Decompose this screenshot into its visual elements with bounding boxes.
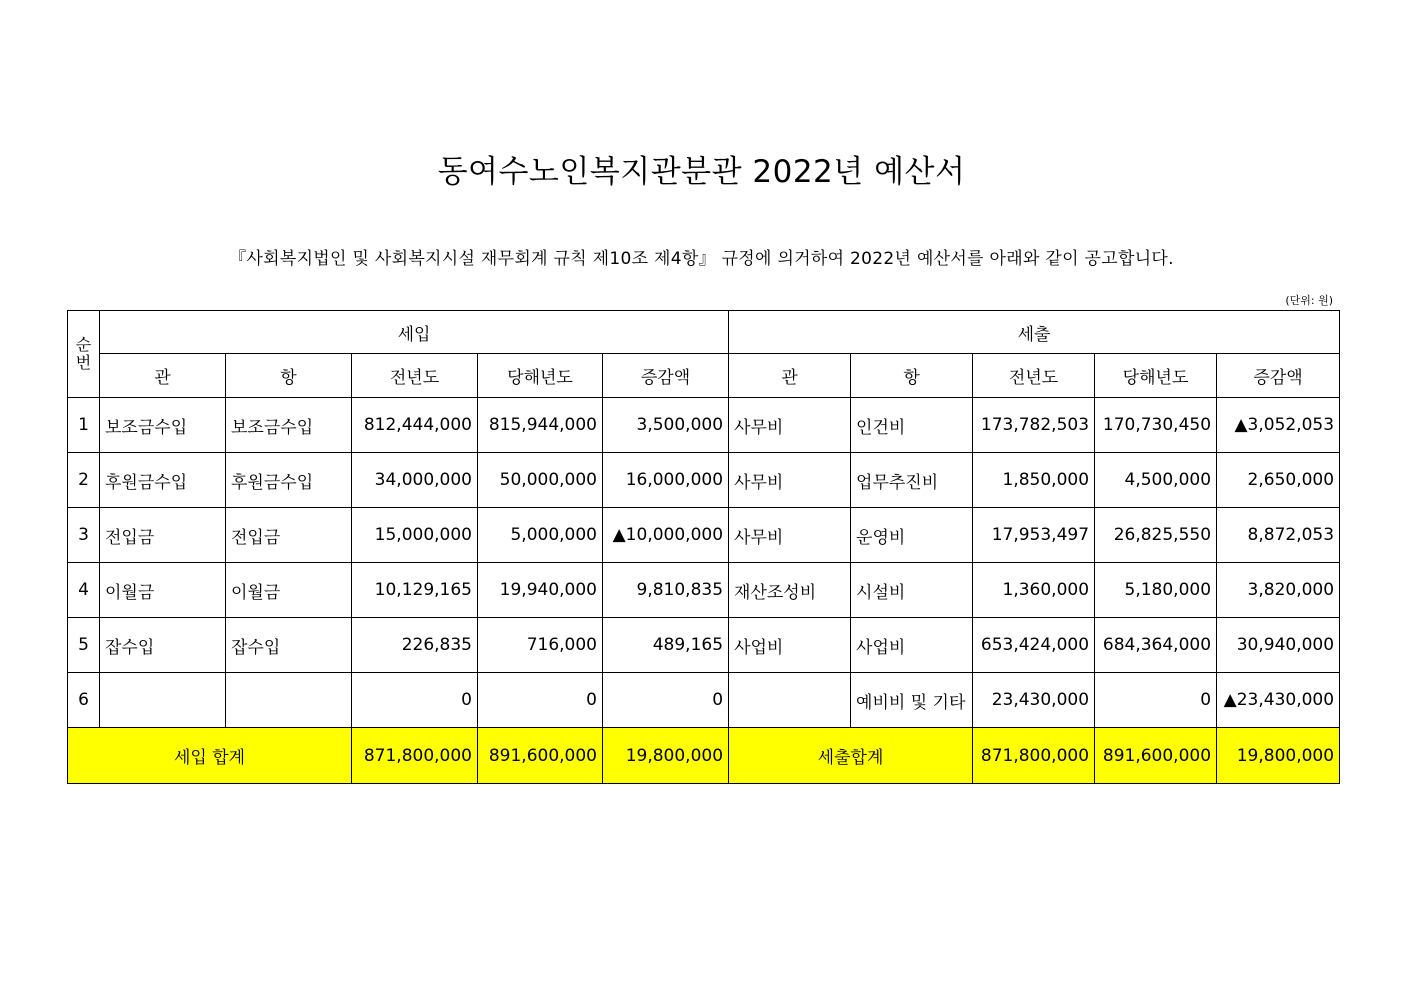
expense-prev: 653,424,000 [973,618,1095,673]
expense-curr: 4,500,000 [1095,453,1217,508]
income-prev-header: 전년도 [352,354,478,398]
income-prev: 10,129,165 [352,563,478,618]
expense-hang: 인건비 [851,398,973,453]
income-curr: 716,000 [478,618,603,673]
income-header: 세입 [100,311,729,354]
income-total-curr: 891,600,000 [478,728,603,784]
income-hang: 후원금수입 [226,453,352,508]
expense-gwan-header: 관 [729,354,851,398]
income-hang [226,673,352,728]
income-gwan: 이월금 [100,563,226,618]
income-hang-header: 항 [226,354,352,398]
income-prev: 34,000,000 [352,453,478,508]
row-number: 2 [68,453,100,508]
row-number: 6 [68,673,100,728]
expense-curr: 5,180,000 [1095,563,1217,618]
expense-diff: ▲3,052,053 [1217,398,1340,453]
expense-total-diff: 19,800,000 [1217,728,1340,784]
expense-total-curr: 891,600,000 [1095,728,1217,784]
document-title: 동여수노인복지관분관 2022년 예산서 [437,154,966,190]
income-total-prev: 871,800,000 [352,728,478,784]
income-total-diff: 19,800,000 [603,728,729,784]
expense-gwan: 사무비 [729,398,851,453]
income-curr: 0 [478,673,603,728]
expense-curr: 170,730,450 [1095,398,1217,453]
income-diff: 489,165 [603,618,729,673]
budget-table [67,310,1340,784]
income-prev: 226,835 [352,618,478,673]
income-prev: 0 [352,673,478,728]
expense-curr-header: 당해년도 [1095,354,1217,398]
expense-gwan: 사무비 [729,508,851,563]
income-diff: 3,500,000 [603,398,729,453]
income-prev: 812,444,000 [352,398,478,453]
income-curr: 50,000,000 [478,453,603,508]
table-row [68,508,1340,563]
income-hang: 잡수입 [226,618,352,673]
expense-hang: 시설비 [851,563,973,618]
unit-note: (단위: 원) [1285,294,1333,307]
expense-curr: 26,825,550 [1095,508,1217,563]
expense-diff: 2,650,000 [1217,453,1340,508]
expense-curr: 684,364,000 [1095,618,1217,673]
income-curr-header: 당해년도 [478,354,603,398]
header-row-group [68,311,1340,354]
expense-total-label: 세출합계 [729,728,973,784]
income-diff-header: 증감액 [603,354,729,398]
table-row [68,563,1340,618]
table-row [68,453,1340,508]
total-row [68,728,1340,784]
document-subtitle: 『사회복지법인 및 사회복지시설 재무회계 규칙 제10조 제4항』 규정에 의거하여 2022년 예산서를 아래와 같이 공고합니다. [229,249,1174,269]
income-curr: 5,000,000 [478,508,603,563]
income-gwan: 보조금수입 [100,398,226,453]
expense-hang: 운영비 [851,508,973,563]
income-hang: 보조금수입 [226,398,352,453]
expense-hang: 업무추진비 [851,453,973,508]
expense-hang: 예비비 및 기타 [851,673,973,728]
row-number: 1 [68,398,100,453]
expense-diff: ▲23,430,000 [1217,673,1340,728]
header-row-columns [68,354,1340,398]
expense-prev-header: 전년도 [973,354,1095,398]
income-diff: 9,810,835 [603,563,729,618]
table-row [68,673,1340,728]
expense-gwan: 사업비 [729,618,851,673]
seq-header [68,311,100,398]
income-hang: 전입금 [226,508,352,563]
table-row [68,398,1340,453]
expense-diff-header: 증감액 [1217,354,1340,398]
expense-prev: 17,953,497 [973,508,1095,563]
income-hang: 이월금 [226,563,352,618]
income-gwan [100,673,226,728]
expense-hang-header: 항 [851,354,973,398]
expense-diff: 3,820,000 [1217,563,1340,618]
expense-gwan [729,673,851,728]
expense-prev: 23,430,000 [973,673,1095,728]
income-curr: 19,940,000 [478,563,603,618]
row-number: 3 [68,508,100,563]
income-gwan: 전입금 [100,508,226,563]
seq-header-bottom: 번 [75,353,92,372]
table-row [68,618,1340,673]
income-diff: 0 [603,673,729,728]
income-total-label: 세입 합계 [68,728,352,784]
expense-prev: 1,850,000 [973,453,1095,508]
expense-diff: 8,872,053 [1217,508,1340,563]
expense-header: 세출 [729,311,1340,354]
seq-header-top: 순 [75,335,92,354]
row-number: 5 [68,618,100,673]
expense-gwan: 재산조성비 [729,563,851,618]
expense-prev: 1,360,000 [973,563,1095,618]
income-gwan: 잡수입 [100,618,226,673]
expense-prev: 173,782,503 [973,398,1095,453]
expense-hang: 사업비 [851,618,973,673]
expense-gwan: 사무비 [729,453,851,508]
expense-curr: 0 [1095,673,1217,728]
expense-total-prev: 871,800,000 [973,728,1095,784]
income-diff: 16,000,000 [603,453,729,508]
income-gwan-header: 관 [100,354,226,398]
income-prev: 15,000,000 [352,508,478,563]
income-curr: 815,944,000 [478,398,603,453]
row-number: 4 [68,563,100,618]
income-diff: ▲10,000,000 [603,508,729,563]
expense-diff: 30,940,000 [1217,618,1340,673]
income-gwan: 후원금수입 [100,453,226,508]
